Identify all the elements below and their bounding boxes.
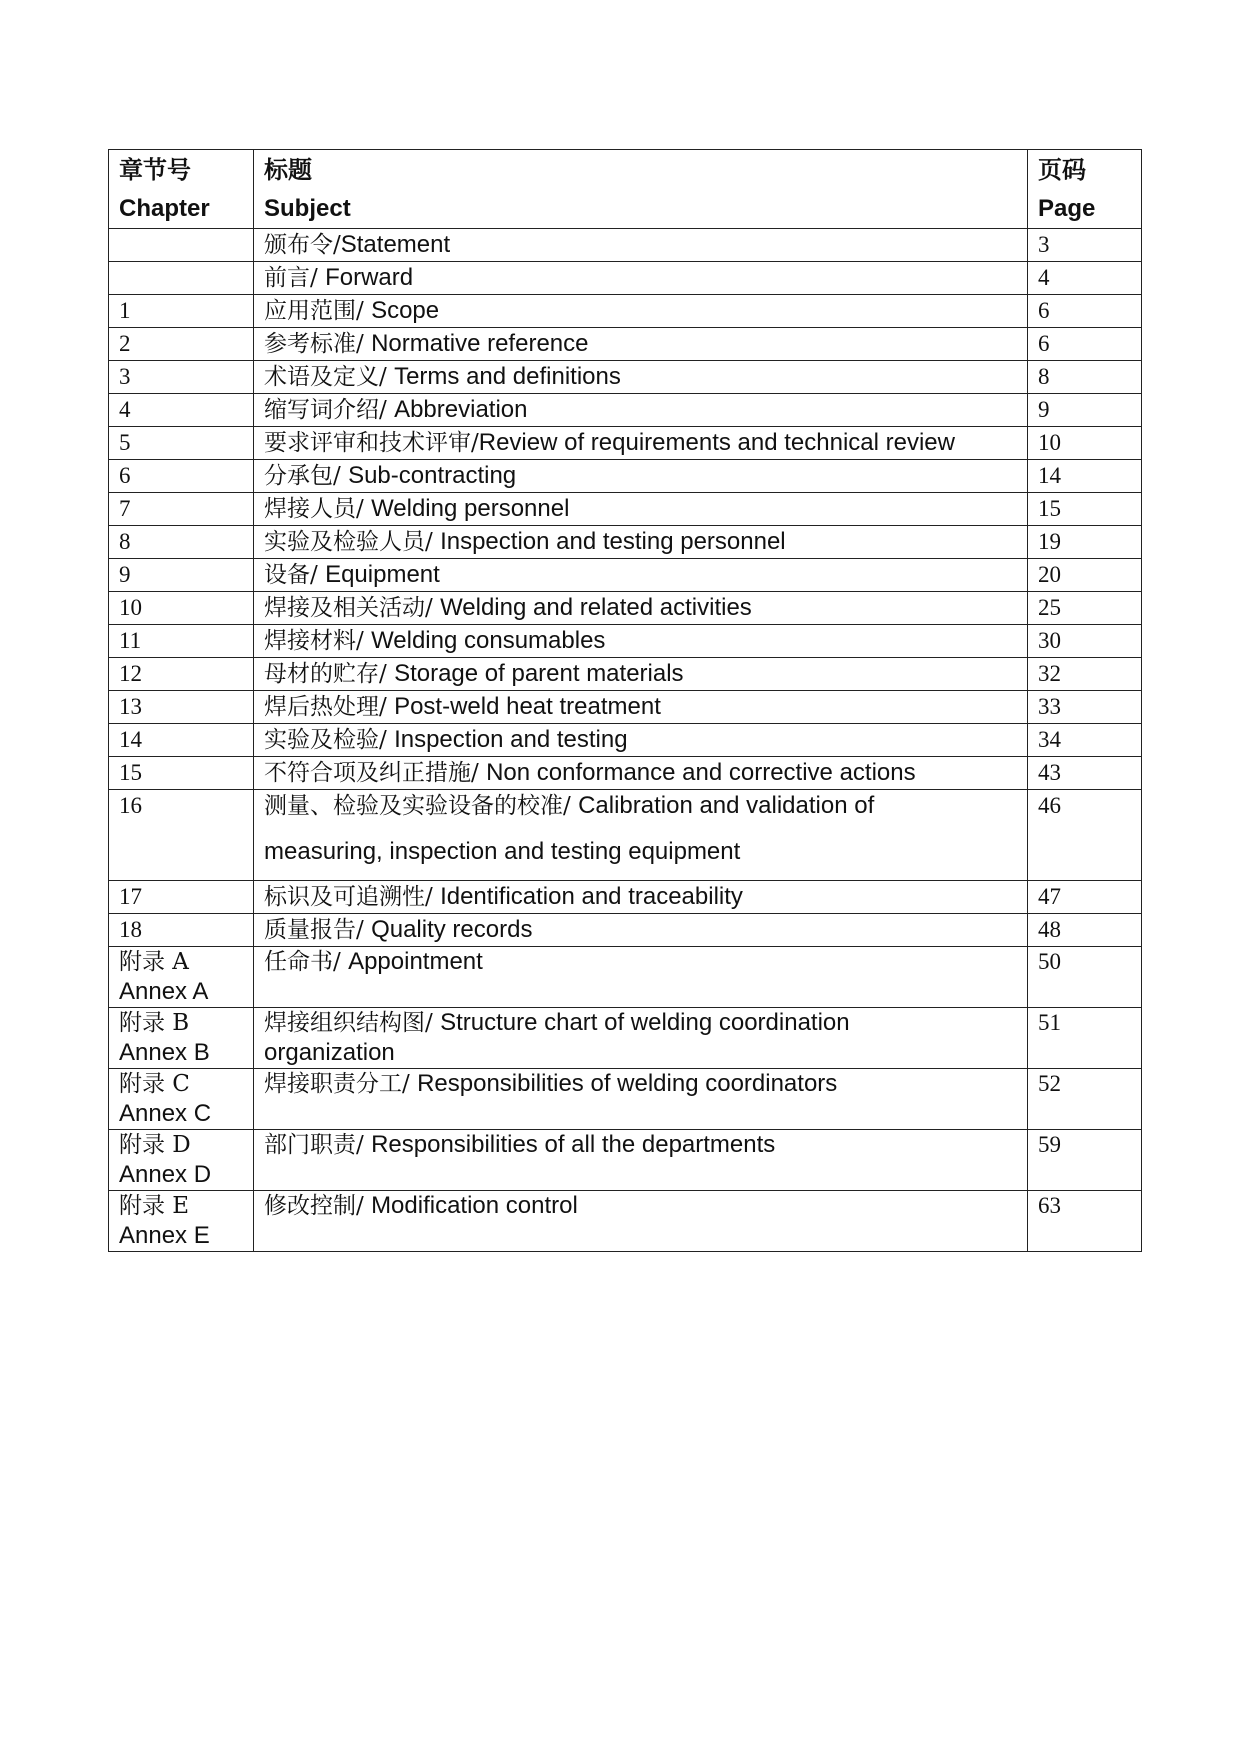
subject-cell [254,1130,1028,1191]
subject-cell [254,790,1028,881]
subject-en: Inspection and testing [394,726,628,753]
chapter-number: 18 [109,914,254,947]
subject-cell [254,1008,1028,1069]
subject-en: Normative reference [371,330,589,357]
chapter-header-en: Chapter [119,195,210,222]
subject-zh: 部门职责/ [264,1132,372,1158]
chapter-number: 2 [109,328,254,361]
toc-annex-row [109,1130,1142,1191]
subject-header-zh: 标题 [264,157,312,184]
chapter-number: 6 [109,460,254,493]
subject-cell [254,394,1028,427]
toc-row [109,559,1142,592]
subject-zh: 标识及可追溯性/ [264,884,441,910]
subject-cell [254,361,1028,394]
subject-zh: 修改控制/ [264,1193,372,1219]
toc-annex-row [109,1008,1142,1069]
subject-column-header [254,150,1028,229]
subject-en: Structure chart of welding coordination [440,1009,850,1036]
subject-zh: 分承包/ [264,463,349,489]
annex-label [109,947,254,1008]
subject-zh: 设备/ [264,562,326,588]
page-number: 25 [1028,592,1142,625]
subject-cell [254,625,1028,658]
page-number: 30 [1028,625,1142,658]
annex-label-zh: 附录 A [119,949,189,975]
subject-zh: 不符合项及纠正措施/ [264,760,487,786]
toc-annex-row [109,947,1142,1008]
toc-row [109,658,1142,691]
toc-row [109,295,1142,328]
subject-en: Identification and traceability [440,883,743,910]
subject-cell [254,427,1028,460]
toc-header-row [109,150,1142,229]
chapter-number: 9 [109,559,254,592]
page-number: 9 [1028,394,1142,427]
annex-label [109,1191,254,1252]
page-column-header [1028,150,1142,229]
subject-zh: 质量报告/ [264,917,372,943]
subject-zh: 焊接及相关活动/ [264,595,441,621]
subject-zh: 焊接材料/ [264,628,372,654]
subject-cell [254,592,1028,625]
chapter-number [109,229,254,262]
subject-zh: 术语及定义/ [264,364,395,390]
page-number: 47 [1028,881,1142,914]
page-number: 48 [1028,914,1142,947]
page-number: 33 [1028,691,1142,724]
page-number: 32 [1028,658,1142,691]
toc-row [109,361,1142,394]
subject-zh: 焊接职责分工/ [264,1071,418,1097]
subject-zh: 前言/ [264,265,326,291]
page-number: 63 [1028,1191,1142,1252]
page-number: 50 [1028,947,1142,1008]
subject-zh: 测量、检验及实验设备的校准/ [264,793,579,819]
page-number: 34 [1028,724,1142,757]
subject-en: Welding consumables [371,627,606,654]
subject-zh: 应用范围/ [264,298,372,324]
subject-zh: 颁布令/ [264,232,341,258]
annex-label-en: Annex D [119,1161,212,1188]
subject-cell [254,328,1028,361]
chapter-number: 3 [109,361,254,394]
subject-cell [254,914,1028,947]
subject-zh: 任命书/ [264,949,349,975]
subject-en: Forward [325,264,414,291]
subject-cell [254,460,1028,493]
toc-row [109,881,1142,914]
chapter-number: 13 [109,691,254,724]
chapter-number: 16 [109,790,254,881]
subject-en: Responsibilities of all the departments [371,1131,776,1158]
page-number: 19 [1028,526,1142,559]
annex-label-zh: 附录 E [119,1193,190,1219]
subject-zh: 要求评审和技术评审/ [264,430,479,456]
chapter-header-zh: 章节号 [119,157,191,184]
toc-row [109,724,1142,757]
chapter-number: 10 [109,592,254,625]
toc-annex-row [109,1191,1142,1252]
subject-cell [254,1191,1028,1252]
page-number: 59 [1028,1130,1142,1191]
page-number: 46 [1028,790,1142,881]
toc-row [109,229,1142,262]
subject-en: Post-weld heat treatment [394,693,661,720]
toc-row [109,914,1142,947]
annex-label-zh: 附录 B [119,1010,190,1036]
annex-label-en: Annex C [119,1100,212,1127]
subject-zh: 缩写词介绍/ [264,397,395,423]
subject-en: Equipment [325,561,440,588]
annex-label [109,1069,254,1130]
chapter-number: 12 [109,658,254,691]
page-header-en: Page [1038,195,1096,222]
subject-cell [254,658,1028,691]
chapter-number: 17 [109,881,254,914]
subject-cell [254,493,1028,526]
page-header-zh: 页码 [1038,157,1086,184]
page-number: 10 [1028,427,1142,460]
subject-cell [254,526,1028,559]
chapter-number: 7 [109,493,254,526]
page-number: 43 [1028,757,1142,790]
toc-row [109,691,1142,724]
annex-label-zh: 附录 C [119,1071,190,1097]
toc-row [109,493,1142,526]
chapter-column-header [109,150,254,229]
subject-zh: 参考标准/ [264,331,372,357]
chapter-number: 15 [109,757,254,790]
subject-en: Statement [340,231,451,258]
toc-row [109,328,1142,361]
toc-row [109,625,1142,658]
subject-zh: 焊接人员/ [264,496,372,522]
subject-zh: 焊后热处理/ [264,694,395,720]
chapter-number: 14 [109,724,254,757]
annex-label-en: Annex B [119,1039,210,1066]
page-number: 3 [1028,229,1142,262]
toc-row [109,757,1142,790]
subject-cell [254,724,1028,757]
page-number: 6 [1028,328,1142,361]
page-number: 4 [1028,262,1142,295]
subject-zh: 母材的贮存/ [264,661,395,687]
subject-cell [254,229,1028,262]
subject-cell [254,1069,1028,1130]
subject-en: Storage of parent materials [394,660,684,687]
subject-en: Modification control [371,1192,578,1219]
subject-zh: 实验及检验人员/ [264,529,441,555]
subject-header-en: Subject [264,195,351,222]
subject-cell [254,295,1028,328]
annex-label [109,1008,254,1069]
annex-label [109,1130,254,1191]
toc-row [109,262,1142,295]
page-number: 15 [1028,493,1142,526]
subject-en: Scope [371,297,440,324]
toc-annex-row [109,1069,1142,1130]
subject-cell [254,947,1028,1008]
page-number: 8 [1028,361,1142,394]
toc-row [109,526,1142,559]
subject-cell [254,559,1028,592]
chapter-number [109,262,254,295]
toc-row [109,460,1142,493]
annex-label-en: Annex A [119,978,209,1005]
page-number: 52 [1028,1069,1142,1130]
subject-en: Abbreviation [394,396,528,423]
chapter-number: 1 [109,295,254,328]
subject-cell [254,691,1028,724]
chapter-number: 8 [109,526,254,559]
toc-row [109,592,1142,625]
subject-en: Calibration and validation of [578,792,875,819]
table-of-contents [108,149,1142,1252]
toc-row [109,790,1142,881]
subject-cell [254,757,1028,790]
annex-label-en: Annex E [119,1222,210,1249]
chapter-number: 5 [109,427,254,460]
subject-cell [254,262,1028,295]
chapter-number: 4 [109,394,254,427]
subject-en: Welding personnel [371,495,570,522]
subject-en: Non conformance and corrective actions [486,759,916,786]
chapter-number: 11 [109,625,254,658]
toc-row [109,427,1142,460]
subject-zh: 焊接组织结构图/ [264,1010,441,1036]
subject-en: Welding and related activities [440,594,752,621]
subject-zh: 实验及检验/ [264,727,395,753]
subject-en: Sub-contracting [348,462,517,489]
subject-en: Appointment [348,948,483,975]
toc-row [109,394,1142,427]
subject-en-continued: organization [264,1039,395,1066]
page-number: 51 [1028,1008,1142,1069]
subject-en: Responsibilities of welding coordinators [417,1070,838,1097]
page-number: 6 [1028,295,1142,328]
page-number: 20 [1028,559,1142,592]
subject-en: Inspection and testing personnel [440,528,786,555]
subject-en: Review of requirements and technical review [478,429,955,456]
page-number: 14 [1028,460,1142,493]
subject-cell [254,881,1028,914]
subject-en: Quality records [371,916,533,943]
annex-label-zh: 附录 D [119,1132,191,1158]
subject-en: Terms and definitions [394,363,621,390]
subject-en-continued: measuring, inspection and testing equipment [264,838,741,865]
